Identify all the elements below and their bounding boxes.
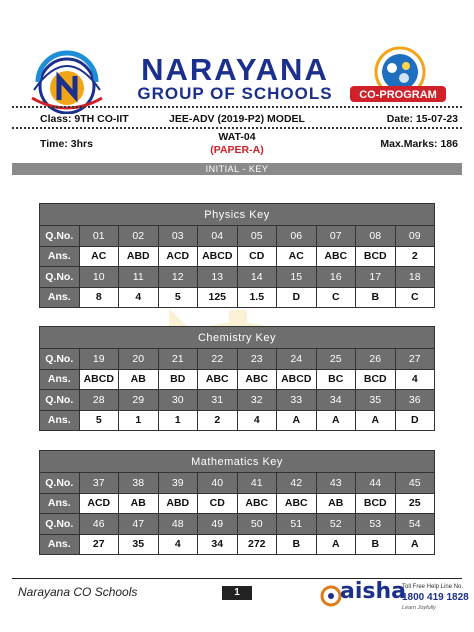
row-label: Ans. xyxy=(40,493,80,514)
answer-cell: AC xyxy=(277,246,317,267)
question-number-cell: 51 xyxy=(277,514,317,535)
answer-cell: 4 xyxy=(237,410,277,431)
question-number-cell: 53 xyxy=(356,514,396,535)
answer-cell: BCD xyxy=(356,369,396,390)
answer-cell: B xyxy=(277,534,317,555)
question-number-cell: 52 xyxy=(316,514,356,535)
row-label: Ans. xyxy=(40,410,80,431)
answer-cell: ABC xyxy=(316,246,356,267)
question-number-cell: 17 xyxy=(356,267,396,288)
question-number-row xyxy=(40,514,435,535)
question-number-cell: 12 xyxy=(158,267,198,288)
question-number-cell: 07 xyxy=(316,226,356,247)
section-title: Physics Key xyxy=(40,204,435,226)
physics-key-table xyxy=(39,203,435,308)
paper-label: (PAPER-A) xyxy=(210,144,264,156)
chemistry-key-table xyxy=(39,326,435,431)
divider-top xyxy=(12,106,462,108)
date-label: Date: 15-07-23 xyxy=(386,113,458,125)
question-number-cell: 46 xyxy=(79,514,119,535)
question-number-cell: 13 xyxy=(198,267,238,288)
question-number-cell: 21 xyxy=(158,349,198,370)
answer-cell: 8 xyxy=(79,287,119,308)
question-number-cell: 39 xyxy=(158,473,198,494)
question-number-cell: 02 xyxy=(119,226,159,247)
row-label: Ans. xyxy=(40,287,80,308)
question-number-cell: 32 xyxy=(237,390,277,411)
answer-cell: ABC xyxy=(237,369,277,390)
answer-row xyxy=(40,410,435,431)
question-number-cell: 37 xyxy=(79,473,119,494)
answer-cell: 1 xyxy=(158,410,198,431)
question-number-cell: 18 xyxy=(395,267,435,288)
answer-cell: 272 xyxy=(237,534,277,555)
answer-row xyxy=(40,287,435,308)
question-number-cell: 34 xyxy=(316,390,356,411)
answer-cell: A xyxy=(316,410,356,431)
question-number-cell: 28 xyxy=(79,390,119,411)
row-label: Ans. xyxy=(40,534,80,555)
question-number-cell: 04 xyxy=(198,226,238,247)
row-label: Ans. xyxy=(40,246,80,267)
max-marks-label: Max.Marks: 186 xyxy=(380,138,458,150)
page-header xyxy=(0,0,474,108)
answer-cell: B xyxy=(356,287,396,308)
question-number-cell: 38 xyxy=(119,473,159,494)
answer-cell: A xyxy=(316,534,356,555)
question-number-cell: 40 xyxy=(198,473,238,494)
co-program-logo xyxy=(344,46,450,108)
question-number-cell: 41 xyxy=(237,473,277,494)
answer-cell: 27 xyxy=(79,534,119,555)
mathematics-key-table xyxy=(39,450,435,555)
model-label: JEE-ADV (2019-P2) MODEL xyxy=(169,113,305,125)
answer-cell: ABD xyxy=(158,493,198,514)
answer-row xyxy=(40,246,435,267)
answer-cell: AB xyxy=(316,493,356,514)
answer-cell: CD xyxy=(237,246,277,267)
question-number-cell: 36 xyxy=(395,390,435,411)
helpline-number: 1800 419 1828 xyxy=(402,592,469,603)
question-number-cell: 43 xyxy=(316,473,356,494)
answer-cell: B xyxy=(356,534,396,555)
answer-cell: BCD xyxy=(356,493,396,514)
answer-cell: 4 xyxy=(119,287,159,308)
question-number-cell: 45 xyxy=(395,473,435,494)
answer-cell: D xyxy=(277,287,317,308)
question-number-cell: 20 xyxy=(119,349,159,370)
answer-cell: ABD xyxy=(119,246,159,267)
question-number-cell: 22 xyxy=(198,349,238,370)
question-number-cell: 24 xyxy=(277,349,317,370)
answer-cell: ACD xyxy=(79,493,119,514)
brand-subtitle: GROUP OF SCHOOLS xyxy=(137,84,333,103)
answer-cell: 35 xyxy=(119,534,159,555)
question-number-cell: 49 xyxy=(198,514,238,535)
answer-cell: ABCD xyxy=(277,369,317,390)
question-number-row xyxy=(40,226,435,247)
answer-cell: AB xyxy=(119,369,159,390)
question-number-cell: 27 xyxy=(395,349,435,370)
aisha-icon xyxy=(320,583,342,607)
answer-cell: CD xyxy=(198,493,238,514)
question-number-cell: 14 xyxy=(237,267,277,288)
question-number-cell: 48 xyxy=(158,514,198,535)
row-label: Q.No. xyxy=(40,514,80,535)
answer-cell: C xyxy=(316,287,356,308)
answer-cell: 2 xyxy=(395,246,435,267)
answer-cell: A xyxy=(395,534,435,555)
page-number: 1 xyxy=(222,586,252,600)
answer-cell: ABC xyxy=(198,369,238,390)
question-number-cell: 01 xyxy=(79,226,119,247)
answer-cell: 125 xyxy=(198,287,238,308)
question-number-cell: 15 xyxy=(277,267,317,288)
row-label: Q.No. xyxy=(40,473,80,494)
question-number-cell: 35 xyxy=(356,390,396,411)
answer-cell: 1.5 xyxy=(237,287,277,308)
question-number-cell: 05 xyxy=(237,226,277,247)
answer-cell: ABC xyxy=(277,493,317,514)
question-number-cell: 31 xyxy=(198,390,238,411)
question-number-cell: 19 xyxy=(79,349,119,370)
question-number-cell: 44 xyxy=(356,473,396,494)
answer-cell: ABCD xyxy=(198,246,238,267)
answer-cell: AC xyxy=(79,246,119,267)
test-name: WAT-04 xyxy=(218,131,256,143)
row-label: Q.No. xyxy=(40,267,80,288)
row-label: Q.No. xyxy=(40,390,80,411)
answer-cell: BD xyxy=(158,369,198,390)
class-label: Class: 9TH CO-IIT xyxy=(40,113,129,125)
question-number-cell: 42 xyxy=(277,473,317,494)
question-number-cell: 30 xyxy=(158,390,198,411)
question-number-cell: 10 xyxy=(79,267,119,288)
divider-middle xyxy=(12,127,462,129)
section-title: Mathematics Key xyxy=(40,451,435,473)
initial-key-banner: INITIAL - KEY xyxy=(12,163,462,175)
question-number-cell: 25 xyxy=(316,349,356,370)
question-number-cell: 06 xyxy=(277,226,317,247)
question-number-cell: 16 xyxy=(316,267,356,288)
answer-cell: 4 xyxy=(395,369,435,390)
row-label: Q.No. xyxy=(40,226,80,247)
answer-cell: A xyxy=(356,410,396,431)
answer-cell: BC xyxy=(316,369,356,390)
question-number-cell: 54 xyxy=(395,514,435,535)
answer-cell: 2 xyxy=(198,410,238,431)
question-number-cell: 03 xyxy=(158,226,198,247)
narayana-logo xyxy=(24,48,110,114)
answer-cell: 34 xyxy=(198,534,238,555)
answer-row xyxy=(40,493,435,514)
co-program-logo-text: CO-PROGRAM xyxy=(359,89,437,101)
answer-row xyxy=(40,369,435,390)
answer-cell: 1 xyxy=(119,410,159,431)
question-number-cell: 08 xyxy=(356,226,396,247)
question-number-cell: 11 xyxy=(119,267,159,288)
aisha-tagline: Learn Joyfully xyxy=(402,605,436,611)
row-label: Ans. xyxy=(40,369,80,390)
question-number-cell: 29 xyxy=(119,390,159,411)
question-number-cell: 26 xyxy=(356,349,396,370)
answer-cell: 5 xyxy=(158,287,198,308)
question-number-row xyxy=(40,349,435,370)
answer-cell: A xyxy=(277,410,317,431)
time-label: Time: 3hrs xyxy=(40,138,93,150)
answer-cell: AB xyxy=(119,493,159,514)
answer-cell: C xyxy=(395,287,435,308)
question-number-cell: 47 xyxy=(119,514,159,535)
answer-row xyxy=(40,534,435,555)
answer-cell: ABCD xyxy=(79,369,119,390)
answer-cell: 4 xyxy=(158,534,198,555)
answer-cell: D xyxy=(395,410,435,431)
toll-free-label: Toll Free Help Line No. xyxy=(402,584,464,590)
question-number-cell: 50 xyxy=(237,514,277,535)
question-number-row xyxy=(40,473,435,494)
question-number-row xyxy=(40,390,435,411)
answer-cell: ABC xyxy=(237,493,277,514)
brand-title: NARAYANA xyxy=(141,52,329,87)
footer-school-name: Narayana CO Schools xyxy=(18,585,138,599)
question-number-cell: 23 xyxy=(237,349,277,370)
question-number-cell: 33 xyxy=(277,390,317,411)
aisha-brand: aisha xyxy=(340,579,406,604)
answer-cell: ACD xyxy=(158,246,198,267)
answer-cell: 25 xyxy=(395,493,435,514)
answer-cell: BCD xyxy=(356,246,396,267)
section-title: Chemistry Key xyxy=(40,327,435,349)
row-label: Q.No. xyxy=(40,349,80,370)
answer-cell: 5 xyxy=(79,410,119,431)
question-number-row xyxy=(40,267,435,288)
question-number-cell: 09 xyxy=(395,226,435,247)
